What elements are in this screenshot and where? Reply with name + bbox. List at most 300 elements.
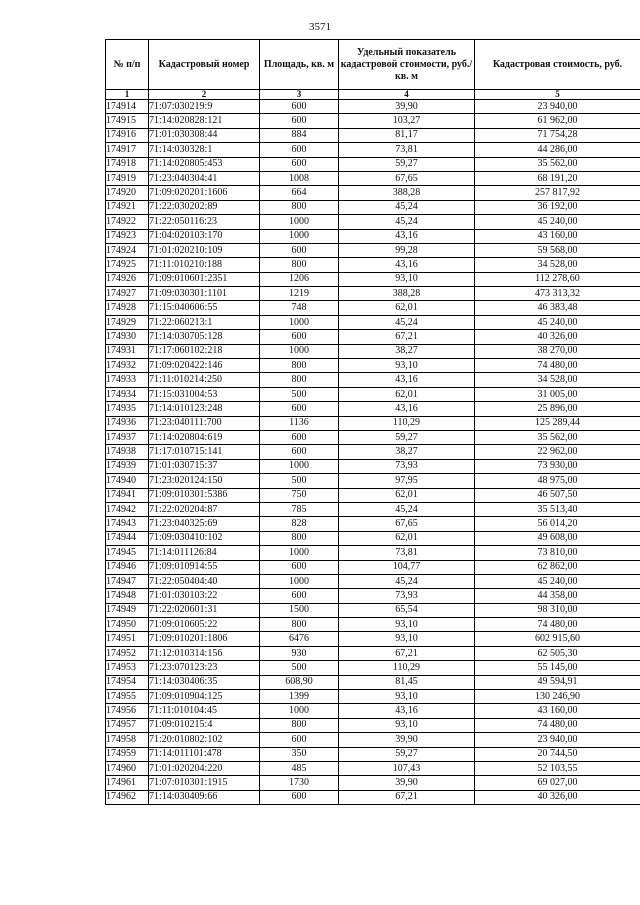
row-number-cell: 174926 xyxy=(106,272,149,286)
row-number-cell: 174930 xyxy=(106,330,149,344)
column-number: 2 xyxy=(149,90,260,100)
table-row xyxy=(106,100,640,114)
row-number-cell: 174940 xyxy=(106,474,149,488)
area-cell: 800 xyxy=(260,200,339,214)
row-number-cell: 174957 xyxy=(106,718,149,732)
table-row xyxy=(106,531,640,545)
table-row xyxy=(106,747,640,761)
column-number: 4 xyxy=(339,90,475,100)
cadastral-value-cell: 73 930,00 xyxy=(475,459,640,473)
table-row xyxy=(106,330,640,344)
specific-value-cell: 43,16 xyxy=(339,258,475,272)
table-row xyxy=(106,243,640,257)
cadastral-value-cell: 35 562,00 xyxy=(475,430,640,444)
area-cell: 1000 xyxy=(260,546,339,560)
header-row-number: № п/п xyxy=(106,40,149,90)
area-cell: 750 xyxy=(260,488,339,502)
specific-value-cell: 59,27 xyxy=(339,157,475,171)
specific-value-cell: 38,27 xyxy=(339,344,475,358)
table-row xyxy=(106,315,640,329)
cadastral-number-cell: 71:17:060102:218 xyxy=(149,344,260,358)
area-cell: 800 xyxy=(260,359,339,373)
cadastral-value-cell: 38 270,00 xyxy=(475,344,640,358)
table-row xyxy=(106,402,640,416)
specific-value-cell: 67,21 xyxy=(339,646,475,660)
area-cell: 350 xyxy=(260,747,339,761)
area-cell: 485 xyxy=(260,761,339,775)
area-cell: 1000 xyxy=(260,574,339,588)
table-row xyxy=(106,344,640,358)
header-area: Площадь, кв. м xyxy=(260,40,339,90)
cadastral-number-cell: 71:09:010904:125 xyxy=(149,690,260,704)
cadastral-value-cell: 35 562,00 xyxy=(475,157,640,171)
cadastral-number-cell: 71:14:020804:619 xyxy=(149,430,260,444)
specific-value-cell: 388,28 xyxy=(339,287,475,301)
cadastral-number-cell: 71:14:030328:1 xyxy=(149,143,260,157)
cadastral-number-cell: 71:09:020422:146 xyxy=(149,359,260,373)
area-cell: 1000 xyxy=(260,215,339,229)
cadastral-value-cell: 71 754,28 xyxy=(475,128,640,142)
cadastral-value-cell: 112 278,60 xyxy=(475,272,640,286)
cadastral-value-cell: 45 240,00 xyxy=(475,215,640,229)
cadastral-value-cell: 257 817,92 xyxy=(475,186,640,200)
area-cell: 600 xyxy=(260,114,339,128)
area-cell: 600 xyxy=(260,430,339,444)
row-number-cell: 174918 xyxy=(106,157,149,171)
cadastral-number-cell: 71:09:030301:1101 xyxy=(149,287,260,301)
specific-value-cell: 110,29 xyxy=(339,416,475,430)
area-cell: 884 xyxy=(260,128,339,142)
table-row xyxy=(106,761,640,775)
cadastral-number-cell: 71:09:010201:1806 xyxy=(149,632,260,646)
cadastral-number-cell: 71:11:010104:45 xyxy=(149,704,260,718)
table-row xyxy=(106,646,640,660)
cadastral-number-cell: 71:14:030409:66 xyxy=(149,790,260,804)
row-number-cell: 174923 xyxy=(106,229,149,243)
cadastral-number-cell: 71:07:030219:9 xyxy=(149,100,260,114)
cadastral-value-cell: 23 940,00 xyxy=(475,100,640,114)
table-row xyxy=(106,733,640,747)
row-number-cell: 174914 xyxy=(106,100,149,114)
table-row xyxy=(106,387,640,401)
cadastral-value-cell: 69 027,00 xyxy=(475,776,640,790)
area-cell: 1000 xyxy=(260,229,339,243)
cadastral-value-cell: 35 513,40 xyxy=(475,502,640,516)
cadastral-value-cell: 44 358,00 xyxy=(475,589,640,603)
specific-value-cell: 73,81 xyxy=(339,143,475,157)
area-cell: 600 xyxy=(260,790,339,804)
cadastral-value-cell: 125 289,44 xyxy=(475,416,640,430)
cadastral-value-cell: 59 568,00 xyxy=(475,243,640,257)
row-number-cell: 174955 xyxy=(106,690,149,704)
table-row xyxy=(106,229,640,243)
cadastral-number-cell: 71:09:010914:55 xyxy=(149,560,260,574)
table-row xyxy=(106,690,640,704)
area-cell: 1500 xyxy=(260,603,339,617)
cadastral-number-cell: 71:01:020204:220 xyxy=(149,761,260,775)
cadastral-number-cell: 71:01:030308:44 xyxy=(149,128,260,142)
area-cell: 600 xyxy=(260,157,339,171)
cadastral-value-cell: 40 326,00 xyxy=(475,330,640,344)
cadastral-value-cell: 73 810,00 xyxy=(475,546,640,560)
row-number-cell: 174943 xyxy=(106,517,149,531)
cadastral-value-cell: 45 240,00 xyxy=(475,574,640,588)
cadastral-value-cell: 34 528,00 xyxy=(475,373,640,387)
table-row xyxy=(106,776,640,790)
cadastral-value-cell: 44 286,00 xyxy=(475,143,640,157)
cadastral-number-cell: 71:09:010301:5386 xyxy=(149,488,260,502)
cadastral-value-cell: 45 240,00 xyxy=(475,315,640,329)
cadastral-number-cell: 71:09:020201:1606 xyxy=(149,186,260,200)
cadastral-value-cell: 43 160,00 xyxy=(475,229,640,243)
cadastral-value-cell: 68 191,20 xyxy=(475,171,640,185)
specific-value-cell: 104,77 xyxy=(339,560,475,574)
cadastral-value-cell: 52 103,55 xyxy=(475,761,640,775)
cadastral-value-cell: 56 014,20 xyxy=(475,517,640,531)
cadastral-value-cell: 34 528,00 xyxy=(475,258,640,272)
cadastral-value-cell: 602 915,60 xyxy=(475,632,640,646)
table-row xyxy=(106,517,640,531)
cadastral-value-cell: 48 975,00 xyxy=(475,474,640,488)
area-cell: 785 xyxy=(260,502,339,516)
area-cell: 608,90 xyxy=(260,675,339,689)
table-row xyxy=(106,258,640,272)
cadastral-number-cell: 71:22:050404:40 xyxy=(149,574,260,588)
specific-value-cell: 388,28 xyxy=(339,186,475,200)
table-row xyxy=(106,114,640,128)
row-number-cell: 174936 xyxy=(106,416,149,430)
table-row xyxy=(106,661,640,675)
specific-value-cell: 93,10 xyxy=(339,718,475,732)
row-number-cell: 174933 xyxy=(106,373,149,387)
cadastral-number-cell: 71:20:010802:102 xyxy=(149,733,260,747)
specific-value-cell: 45,24 xyxy=(339,200,475,214)
table-row xyxy=(106,790,640,804)
row-number-cell: 174920 xyxy=(106,186,149,200)
area-cell: 600 xyxy=(260,330,339,344)
specific-value-cell: 99,28 xyxy=(339,243,475,257)
cadastral-value-cell: 74 480,00 xyxy=(475,359,640,373)
area-cell: 600 xyxy=(260,402,339,416)
cadastral-number-cell: 71:22:020601:31 xyxy=(149,603,260,617)
specific-value-cell: 45,24 xyxy=(339,315,475,329)
table-row xyxy=(106,157,640,171)
specific-value-cell: 62,01 xyxy=(339,531,475,545)
cadastral-number-cell: 71:17:010715:141 xyxy=(149,445,260,459)
cadastral-number-cell: 71:09:030410:102 xyxy=(149,531,260,545)
row-number-cell: 174941 xyxy=(106,488,149,502)
row-number-cell: 174915 xyxy=(106,114,149,128)
area-cell: 1136 xyxy=(260,416,339,430)
specific-value-cell: 67,65 xyxy=(339,171,475,185)
header-cadastral-number: Кадастровый номер xyxy=(149,40,260,90)
specific-value-cell: 67,21 xyxy=(339,790,475,804)
row-number-cell: 174962 xyxy=(106,790,149,804)
row-number-cell: 174953 xyxy=(106,661,149,675)
area-cell: 800 xyxy=(260,618,339,632)
area-cell: 600 xyxy=(260,560,339,574)
cadastral-number-cell: 71:23:040304:41 xyxy=(149,171,260,185)
specific-value-cell: 65,54 xyxy=(339,603,475,617)
cadastral-value-cell: 22 962,00 xyxy=(475,445,640,459)
specific-value-cell: 93,10 xyxy=(339,272,475,286)
row-number-cell: 174959 xyxy=(106,747,149,761)
cadastral-value-cell: 74 480,00 xyxy=(475,718,640,732)
cadastral-value-table xyxy=(105,39,640,805)
specific-value-cell: 39,90 xyxy=(339,100,475,114)
cadastral-value-cell: 31 005,00 xyxy=(475,387,640,401)
specific-value-cell: 62,01 xyxy=(339,488,475,502)
cadastral-number-cell: 71:23:040111:700 xyxy=(149,416,260,430)
specific-value-cell: 97,95 xyxy=(339,474,475,488)
area-cell: 1219 xyxy=(260,287,339,301)
cadastral-number-cell: 71:22:050116:23 xyxy=(149,215,260,229)
cadastral-number-cell: 71:11:010210:188 xyxy=(149,258,260,272)
table-row xyxy=(106,675,640,689)
specific-value-cell: 67,21 xyxy=(339,330,475,344)
row-number-cell: 174954 xyxy=(106,675,149,689)
cadastral-value-cell: 62 862,00 xyxy=(475,560,640,574)
column-number: 1 xyxy=(106,90,149,100)
cadastral-number-cell: 71:09:010601:2351 xyxy=(149,272,260,286)
table-row xyxy=(106,416,640,430)
cadastral-value-cell: 23 940,00 xyxy=(475,733,640,747)
cadastral-number-cell: 71:15:031004:53 xyxy=(149,387,260,401)
table-row xyxy=(106,459,640,473)
table-body xyxy=(106,100,640,805)
row-number-cell: 174945 xyxy=(106,546,149,560)
table-row xyxy=(106,373,640,387)
area-cell: 500 xyxy=(260,661,339,675)
area-cell: 664 xyxy=(260,186,339,200)
area-cell: 1000 xyxy=(260,459,339,473)
specific-value-cell: 73,93 xyxy=(339,459,475,473)
cadastral-number-cell: 71:23:020124:150 xyxy=(149,474,260,488)
area-cell: 600 xyxy=(260,445,339,459)
cadastral-number-cell: 71:14:030406:35 xyxy=(149,675,260,689)
area-cell: 600 xyxy=(260,243,339,257)
table-row xyxy=(106,632,640,646)
row-number-cell: 174924 xyxy=(106,243,149,257)
row-number-cell: 174952 xyxy=(106,646,149,660)
table-row xyxy=(106,128,640,142)
table-row xyxy=(106,272,640,286)
cadastral-number-cell: 71:11:010214:250 xyxy=(149,373,260,387)
table-row xyxy=(106,502,640,516)
cadastral-number-cell: 71:23:070123:23 xyxy=(149,661,260,675)
cadastral-value-cell: 43 160,00 xyxy=(475,704,640,718)
table-row xyxy=(106,171,640,185)
specific-value-cell: 43,16 xyxy=(339,402,475,416)
table-row xyxy=(106,200,640,214)
cadastral-value-cell: 49 608,00 xyxy=(475,531,640,545)
row-number-cell: 174919 xyxy=(106,171,149,185)
cadastral-number-cell: 71:22:060213:1 xyxy=(149,315,260,329)
cadastral-value-cell: 46 383,48 xyxy=(475,301,640,315)
area-cell: 1000 xyxy=(260,315,339,329)
area-cell: 1000 xyxy=(260,344,339,358)
area-cell: 500 xyxy=(260,387,339,401)
area-cell: 1008 xyxy=(260,171,339,185)
cadastral-value-cell: 20 744,50 xyxy=(475,747,640,761)
specific-value-cell: 43,16 xyxy=(339,373,475,387)
header-specific-value: Удельный показатель кадастровой стоимости, руб./кв. м xyxy=(339,40,475,90)
specific-value-cell: 81,17 xyxy=(339,128,475,142)
page-number: 3571 xyxy=(309,21,331,33)
table-row xyxy=(106,618,640,632)
specific-value-cell: 107,43 xyxy=(339,761,475,775)
row-number-cell: 174947 xyxy=(106,574,149,588)
row-number-cell: 174934 xyxy=(106,387,149,401)
cadastral-value-cell: 40 326,00 xyxy=(475,790,640,804)
specific-value-cell: 59,27 xyxy=(339,430,475,444)
cadastral-number-cell: 71:09:010605:22 xyxy=(149,618,260,632)
row-number-cell: 174961 xyxy=(106,776,149,790)
area-cell: 1399 xyxy=(260,690,339,704)
specific-value-cell: 93,10 xyxy=(339,632,475,646)
row-number-cell: 174942 xyxy=(106,502,149,516)
table-row xyxy=(106,589,640,603)
cadastral-value-cell: 25 896,00 xyxy=(475,402,640,416)
cadastral-number-cell: 71:14:020828:121 xyxy=(149,114,260,128)
cadastral-number-cell: 71:23:040325:69 xyxy=(149,517,260,531)
row-number-cell: 174935 xyxy=(106,402,149,416)
row-number-cell: 174949 xyxy=(106,603,149,617)
area-cell: 6476 xyxy=(260,632,339,646)
row-number-cell: 174944 xyxy=(106,531,149,545)
row-number-cell: 174956 xyxy=(106,704,149,718)
area-cell: 828 xyxy=(260,517,339,531)
specific-value-cell: 62,01 xyxy=(339,387,475,401)
cadastral-value-cell: 130 246,90 xyxy=(475,690,640,704)
table-row xyxy=(106,718,640,732)
table-row xyxy=(106,488,640,502)
area-cell: 600 xyxy=(260,100,339,114)
cadastral-number-cell: 71:14:011126:84 xyxy=(149,546,260,560)
table-row xyxy=(106,474,640,488)
row-number-cell: 174938 xyxy=(106,445,149,459)
cadastral-value-cell: 49 594,91 xyxy=(475,675,640,689)
cadastral-value-cell: 98 310,00 xyxy=(475,603,640,617)
row-number-cell: 174950 xyxy=(106,618,149,632)
column-number: 5 xyxy=(475,90,640,100)
cadastral-number-cell: 71:14:010123:248 xyxy=(149,402,260,416)
table-row xyxy=(106,215,640,229)
table-row xyxy=(106,430,640,444)
area-cell: 748 xyxy=(260,301,339,315)
cadastral-value-cell: 55 145,00 xyxy=(475,661,640,675)
row-number-cell: 174916 xyxy=(106,128,149,142)
table-row xyxy=(106,546,640,560)
table-row xyxy=(106,560,640,574)
row-number-cell: 174939 xyxy=(106,459,149,473)
table-row xyxy=(106,186,640,200)
specific-value-cell: 110,29 xyxy=(339,661,475,675)
area-cell: 600 xyxy=(260,589,339,603)
cadastral-number-cell: 71:14:020805:453 xyxy=(149,157,260,171)
specific-value-cell: 62,01 xyxy=(339,301,475,315)
row-number-cell: 174927 xyxy=(106,287,149,301)
cadastral-value-cell: 61 962,00 xyxy=(475,114,640,128)
area-cell: 800 xyxy=(260,531,339,545)
specific-value-cell: 38,27 xyxy=(339,445,475,459)
cadastral-number-cell: 71:12:010314:156 xyxy=(149,646,260,660)
header-cadastral-value: Кадастровая стоимость, руб. xyxy=(475,40,640,90)
table-row xyxy=(106,143,640,157)
area-cell: 800 xyxy=(260,718,339,732)
table-header-row xyxy=(106,40,640,90)
column-number: 3 xyxy=(260,90,339,100)
row-number-cell: 174932 xyxy=(106,359,149,373)
row-number-cell: 174948 xyxy=(106,589,149,603)
specific-value-cell: 59,27 xyxy=(339,747,475,761)
cadastral-number-cell: 71:15:040606:55 xyxy=(149,301,260,315)
area-cell: 600 xyxy=(260,143,339,157)
specific-value-cell: 45,24 xyxy=(339,502,475,516)
area-cell: 1730 xyxy=(260,776,339,790)
area-cell: 800 xyxy=(260,258,339,272)
area-cell: 930 xyxy=(260,646,339,660)
specific-value-cell: 73,81 xyxy=(339,546,475,560)
cadastral-value-cell: 473 313,32 xyxy=(475,287,640,301)
table-row xyxy=(106,301,640,315)
row-number-cell: 174922 xyxy=(106,215,149,229)
cadastral-value-cell: 74 480,00 xyxy=(475,618,640,632)
row-number-cell: 174921 xyxy=(106,200,149,214)
table-row xyxy=(106,603,640,617)
table-row xyxy=(106,445,640,459)
specific-value-cell: 45,24 xyxy=(339,215,475,229)
table-row xyxy=(106,287,640,301)
table-row xyxy=(106,704,640,718)
cadastral-number-cell: 71:04:020103:170 xyxy=(149,229,260,243)
row-number-cell: 174931 xyxy=(106,344,149,358)
row-number-cell: 174917 xyxy=(106,143,149,157)
row-number-cell: 174958 xyxy=(106,733,149,747)
specific-value-cell: 93,10 xyxy=(339,618,475,632)
table-row xyxy=(106,359,640,373)
specific-value-cell: 39,90 xyxy=(339,776,475,790)
cadastral-number-cell: 71:14:030705:128 xyxy=(149,330,260,344)
cadastral-value-cell: 62 505,30 xyxy=(475,646,640,660)
cadastral-number-cell: 71:09:010215:4 xyxy=(149,718,260,732)
area-cell: 1206 xyxy=(260,272,339,286)
specific-value-cell: 93,10 xyxy=(339,359,475,373)
cadastral-value-cell: 36 192,00 xyxy=(475,200,640,214)
row-number-cell: 174928 xyxy=(106,301,149,315)
area-cell: 1000 xyxy=(260,704,339,718)
specific-value-cell: 67,65 xyxy=(339,517,475,531)
specific-value-cell: 43,16 xyxy=(339,229,475,243)
area-cell: 600 xyxy=(260,733,339,747)
cadastral-value-cell: 46 507,50 xyxy=(475,488,640,502)
specific-value-cell: 93,10 xyxy=(339,690,475,704)
specific-value-cell: 45,24 xyxy=(339,574,475,588)
cadastral-number-cell: 71:22:020204:87 xyxy=(149,502,260,516)
row-number-cell: 174937 xyxy=(106,430,149,444)
table-row xyxy=(106,574,640,588)
cadastral-number-cell: 71:22:030202:89 xyxy=(149,200,260,214)
cadastral-number-cell: 71:14:011101:478 xyxy=(149,747,260,761)
column-number-row xyxy=(106,90,640,100)
cadastral-number-cell: 71:07:010301:1915 xyxy=(149,776,260,790)
specific-value-cell: 73,93 xyxy=(339,589,475,603)
specific-value-cell: 43,16 xyxy=(339,704,475,718)
row-number-cell: 174960 xyxy=(106,761,149,775)
area-cell: 800 xyxy=(260,373,339,387)
cadastral-number-cell: 71:01:030715:37 xyxy=(149,459,260,473)
row-number-cell: 174951 xyxy=(106,632,149,646)
